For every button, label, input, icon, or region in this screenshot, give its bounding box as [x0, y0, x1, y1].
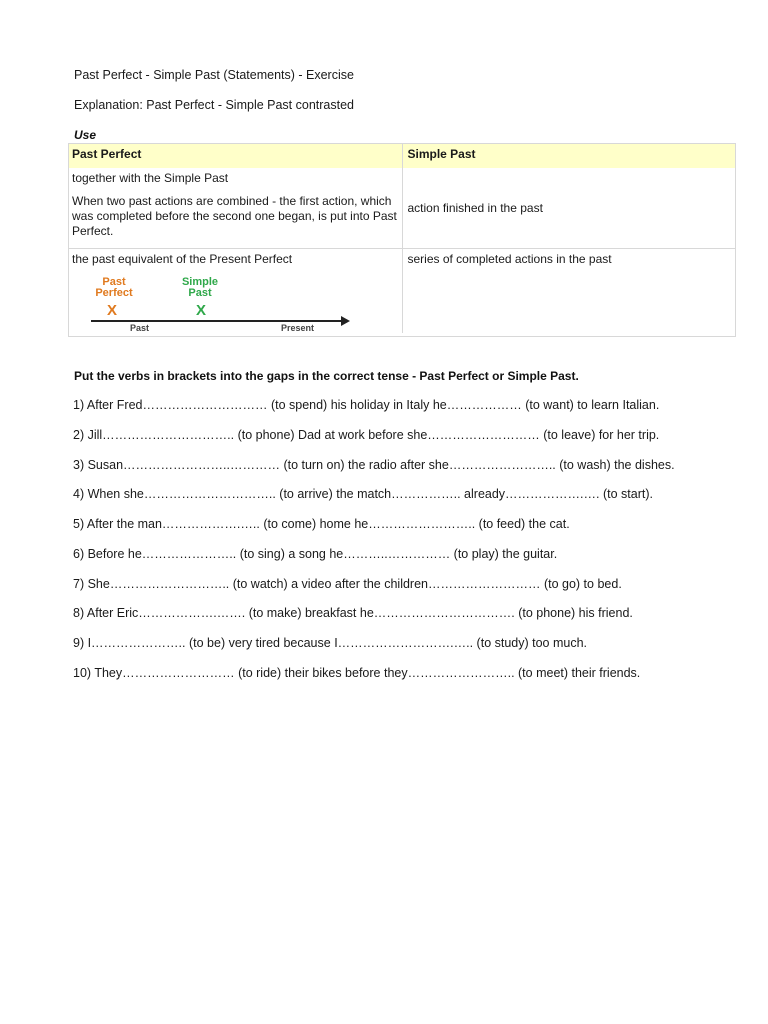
exercise-item: 8) After Eric……………….……. (to make) breakfast he……………………………. (to phone) his friend. [73, 606, 633, 620]
page-title: Past Perfect - Simple Past (Statements) - Exercise [74, 68, 354, 82]
exercise-item: 10) They……………………… (to ride) their bikes before they…………………….. (to meet) their friends. [73, 666, 641, 680]
exercise-item: 2) Jill………………………….. (to phone) Dad at work before she……………………… (to leave) for her trip. [73, 428, 660, 442]
arrow-right-icon [341, 316, 350, 326]
exercise-item: 5) After the man……………….….. (to come) home he…………………….. (to feed) the cat. [73, 517, 570, 531]
use-table-row [68, 168, 736, 249]
timeline-present-label: Present [281, 323, 315, 333]
exercise-instruction: Put the verbs in brackets into the gaps in the correct tense - Past Perfect or Simple Past. [74, 369, 579, 383]
exercise-item: 3) Susan……………………..………… (to turn on) the radio after she…………………….. (to wash) the dishes. [73, 458, 675, 472]
simple-past-series-text: series of completed actions in the past [407, 252, 612, 266]
simple-past-x-mark: X [196, 302, 207, 319]
past-perfect-use-description: When two past actions are combined - the first action, which was completed before the second one began, is put into Past Perfect. [72, 194, 397, 238]
timeline-axis [91, 320, 343, 322]
column-header-simple-past: Simple Past [403, 143, 736, 168]
exercise-item: 6) Before he………………….. (to sing) a song he………..…………… (to play) the guitar. [73, 547, 558, 561]
use-table-header-row [68, 143, 736, 168]
timeline-diagram [85, 276, 355, 334]
exercise-item: 9) I………………….. (to be) very tired because I……………………….….. (to study) too much. [73, 636, 588, 650]
past-perfect-use-cell [68, 168, 403, 249]
column-header-past-perfect: Past Perfect [68, 143, 403, 168]
use-heading: Use [74, 128, 97, 142]
past-perfect-equivalent-text: the past equivalent of the Present Perfect [72, 252, 293, 266]
exercise-item: 4) When she………………………….. (to arrive) the match…………….. already……………….…. (to start). [73, 487, 653, 501]
simple-past-use-cell: action finished in the past [403, 168, 736, 249]
exercise-item: 7) She……………………….. (to watch) a video after the children……………………… (to go) to bed. [73, 577, 622, 591]
timeline-past-perfect-label: Past Perfect [95, 276, 133, 299]
simple-past-series-cell [403, 249, 736, 334]
exercise-item: 1) After Fred………………………… (to spend) his holiday in Italy he……………… (to want) to learn Italian. [73, 398, 660, 412]
timeline-simple-past-label: Simple Past [181, 276, 219, 299]
explanation-line: Explanation: Past Perfect - Simple Past contrasted [74, 98, 354, 112]
timeline-past-label: Past [130, 323, 150, 333]
past-perfect-x-mark: X [107, 302, 118, 319]
past-perfect-use-line: together with the Simple Past [72, 171, 229, 185]
